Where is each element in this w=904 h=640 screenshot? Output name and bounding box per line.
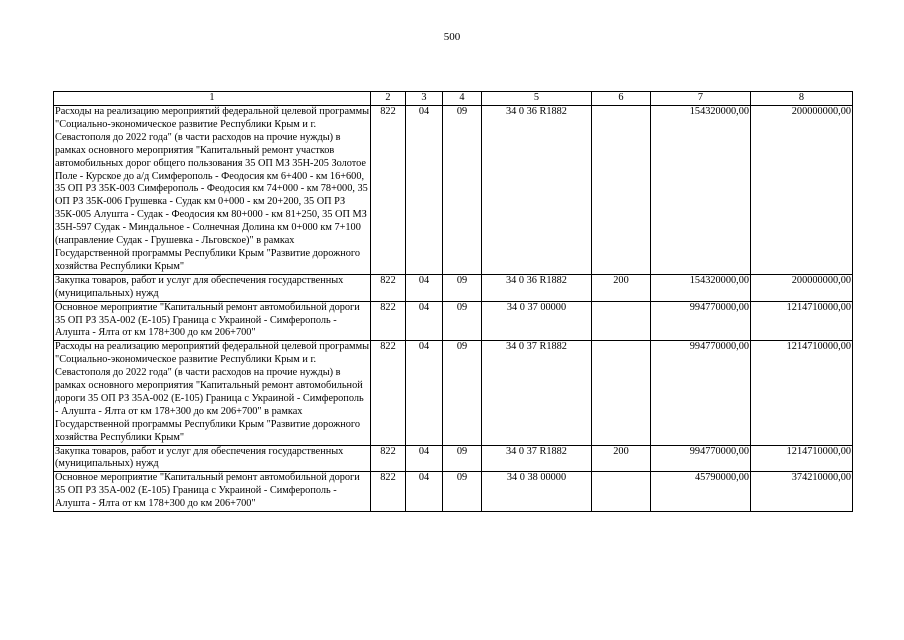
ministry-code-cell: 822 [371, 301, 406, 341]
amount-col8-cell: 1214710000,00 [751, 445, 853, 472]
target-article-cell: 34 0 36 R1882 [482, 274, 592, 301]
header-cell-8: 8 [751, 92, 853, 106]
target-article-cell: 34 0 37 00000 [482, 301, 592, 341]
section-code-cell: 04 [406, 274, 443, 301]
header-cell-2: 2 [371, 92, 406, 106]
amount-col8-cell: 374210000,00 [751, 472, 853, 512]
ministry-code-cell: 822 [371, 106, 406, 275]
expense-type-cell [592, 472, 651, 512]
expense-type-cell [592, 301, 651, 341]
subsection-code-cell: 09 [443, 445, 482, 472]
amount-col8-cell: 200000000,00 [751, 274, 853, 301]
subsection-code-cell: 09 [443, 106, 482, 275]
header-cell-7: 7 [651, 92, 751, 106]
section-code-cell: 04 [406, 106, 443, 275]
header-cell-1: 1 [54, 92, 371, 106]
budget-table [53, 91, 853, 512]
subsection-code-cell: 09 [443, 301, 482, 341]
expense-type-cell [592, 106, 651, 275]
header-row [54, 92, 853, 106]
amount-col8-cell: 1214710000,00 [751, 301, 853, 341]
subsection-code-cell: 09 [443, 274, 482, 301]
row-name-cell: Расходы на реализацию мероприятий федеральной целевой программы "Социально-экономическое развитие Республики Крым и г. Севастополя до 2022 года" (в части расходов на прочие нужды) в рамках основного мероприятия "Капитальный ремонт участков автомобильных дорог общего пользования 35 ОП МЗ 35Н-205 Золотое Поле - Курское до а/д Симферополь - Феодосия км 6+400 - км 16+600, 35 ОП РЗ 35К-003 Симферополь - Феодосия км 74+000 - км 78+000, 35 ОП РЗ 35К-006 Грушевка - Судак км 0+000 - км 20+200, 35 ОП РЗ 35К-005 Алушта - Судак - Феодосия км 80+000 - км 81+250, 35 ОП МЗ 35Н-597 Судак - Миндальное - Солнечная Долина км 0+000 км 7+100 (направление Судак - Грушевка - Льговское)" в рамках Государственной программы Республики Крым "Развитие дорожного хозяйства Республики Крым" [54, 106, 371, 275]
amount-col7-cell: 45790000,00 [651, 472, 751, 512]
row-name-cell: Основное мероприятие "Капитальный ремонт автомобильной дороги 35 ОП РЗ 35А-002 (Е-105) Граница с Украиной - Симферополь - Алушта - Ялта от км 178+300 до км 206+700" [54, 472, 371, 512]
amount-col7-cell: 994770000,00 [651, 445, 751, 472]
table-row [54, 472, 853, 512]
section-code-cell: 04 [406, 445, 443, 472]
section-code-cell: 04 [406, 341, 443, 445]
header-cell-4: 4 [443, 92, 482, 106]
amount-col8-cell: 1214710000,00 [751, 341, 853, 445]
target-article-cell: 34 0 37 R1882 [482, 341, 592, 445]
table-row [54, 445, 853, 472]
row-name-cell: Закупка товаров, работ и услуг для обеспечения государственных (муниципальных) нужд [54, 274, 371, 301]
header-cell-3: 3 [406, 92, 443, 106]
page-number: 500 [443, 31, 461, 43]
amount-col8-cell: 200000000,00 [751, 106, 853, 275]
ministry-code-cell: 822 [371, 341, 406, 445]
section-code-cell: 04 [406, 472, 443, 512]
row-name-cell: Закупка товаров, работ и услуг для обеспечения государственных (муниципальных) нужд [54, 445, 371, 472]
amount-col7-cell: 994770000,00 [651, 341, 751, 445]
table-row [54, 341, 853, 445]
row-name-cell: Расходы на реализацию мероприятий федеральной целевой программы "Социально-экономическое развитие Республики Крым и г. Севастополя до 2022 года" (в части расходов на прочие нужды) в рамках основного мероприятия "Капитальный ремонт автомобильной дороги 35 ОП РЗ 35А-002 (Е-105) Граница с Украиной - Симферополь - Алушта - Ялта от км 178+300 до км 206+700" в рамках Государственной программы Республики Крым "Развитие дорожного хозяйства Республики Крым" [54, 341, 371, 445]
ministry-code-cell: 822 [371, 445, 406, 472]
expense-type-cell: 200 [592, 445, 651, 472]
table-row [54, 274, 853, 301]
subsection-code-cell: 09 [443, 341, 482, 445]
amount-col7-cell: 154320000,00 [651, 106, 751, 275]
target-article-cell: 34 0 37 R1882 [482, 445, 592, 472]
header-cell-6: 6 [592, 92, 651, 106]
header-cell-5: 5 [482, 92, 592, 106]
target-article-cell: 34 0 38 00000 [482, 472, 592, 512]
row-name-cell: Основное мероприятие "Капитальный ремонт автомобильной дороги 35 ОП РЗ 35А-002 (Е-105) Граница с Украиной - Симферополь - Алушта - Ялта от км 178+300 до км 206+700" [54, 301, 371, 341]
table-row [54, 301, 853, 341]
expense-type-cell [592, 341, 651, 445]
ministry-code-cell: 822 [371, 274, 406, 301]
subsection-code-cell: 09 [443, 472, 482, 512]
amount-col7-cell: 994770000,00 [651, 301, 751, 341]
expense-type-cell: 200 [592, 274, 651, 301]
amount-col7-cell: 154320000,00 [651, 274, 751, 301]
ministry-code-cell: 822 [371, 472, 406, 512]
section-code-cell: 04 [406, 301, 443, 341]
table-row [54, 106, 853, 275]
target-article-cell: 34 0 36 R1882 [482, 106, 592, 275]
